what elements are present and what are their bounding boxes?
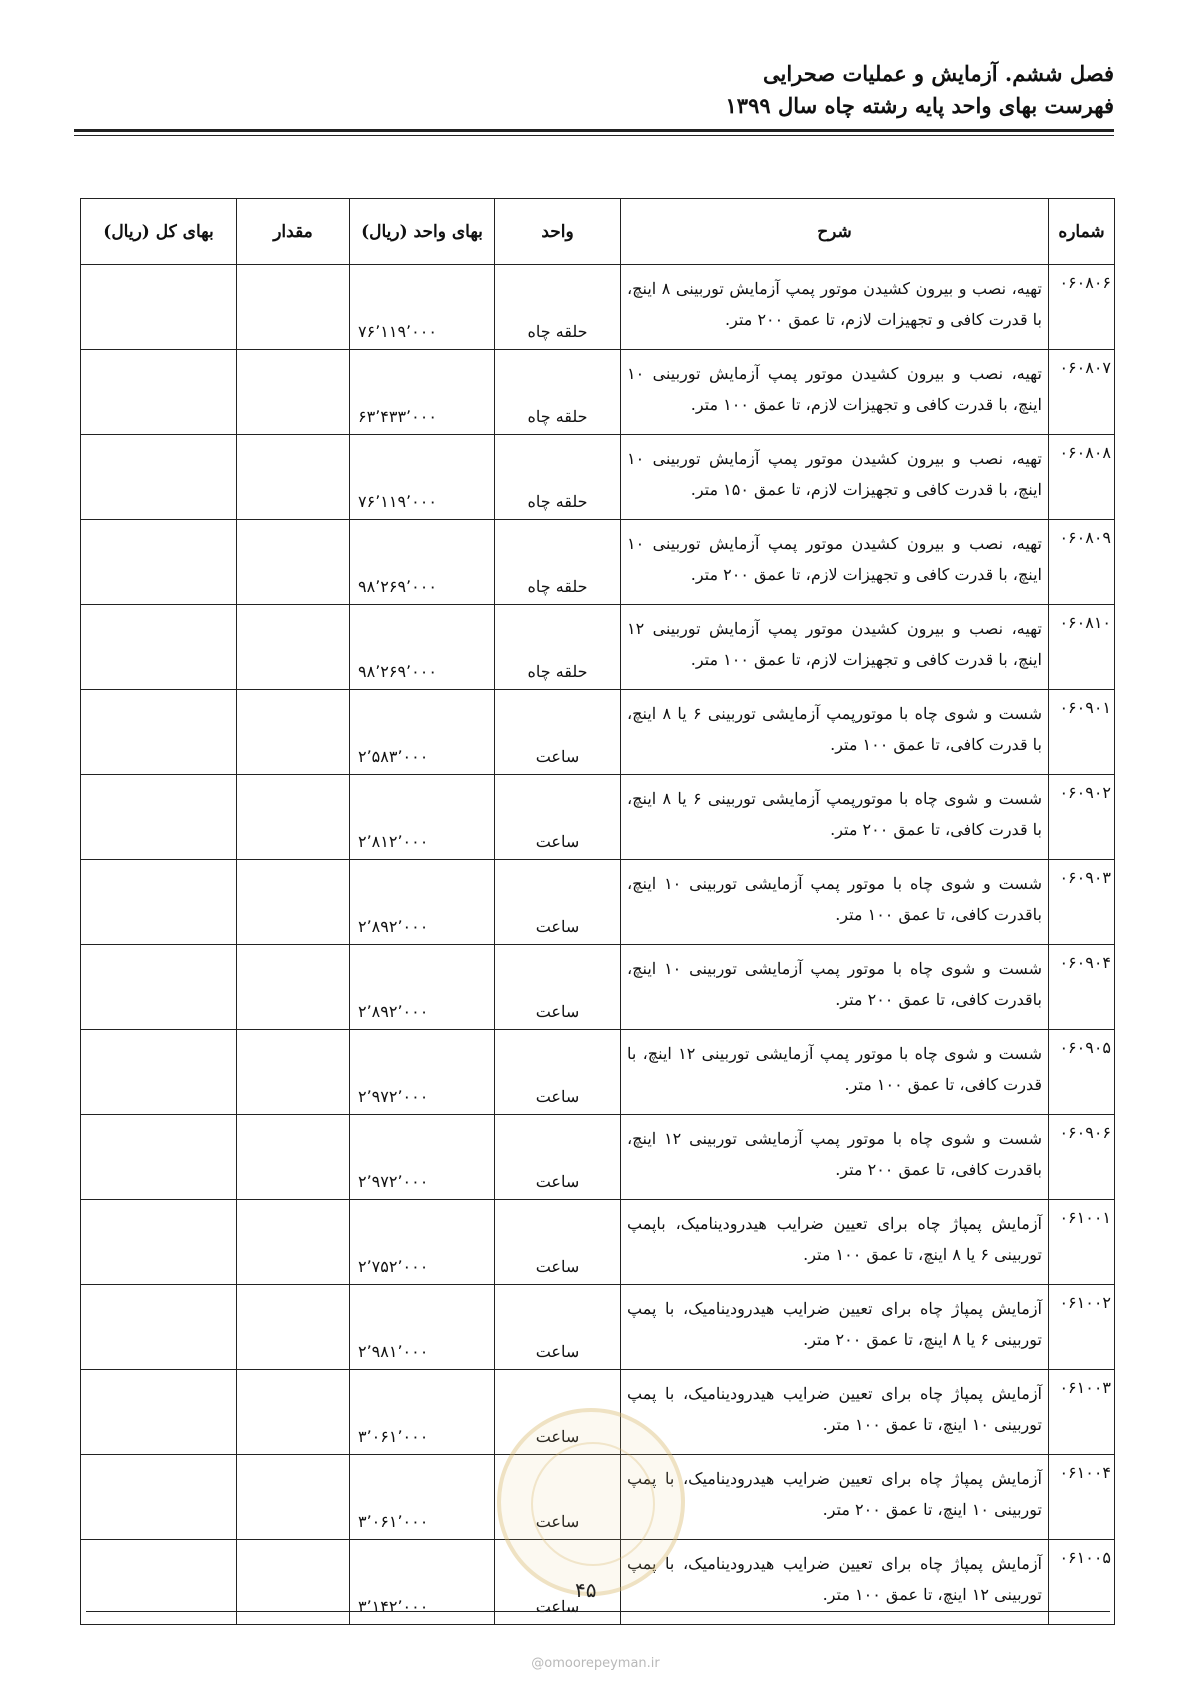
- item-unit: حلقه چاه: [495, 605, 621, 690]
- item-description: تهیه، نصب و بیرون کشیدن موتور پمپ آزمایش توربینی ۱۲ اینچ، با قدرت کافی و تجهیزات لازم، تا عمق ۱۰۰ متر.: [621, 605, 1049, 690]
- footer-rule: [86, 1611, 1110, 1612]
- item-number: ۰۶۰۹۰۵: [1049, 1030, 1115, 1115]
- item-description: تهیه، نصب و بیرون کشیدن موتور پمپ آزمایش توربینی ۱۰ اینچ، با قدرت کافی و تجهیزات لازم، تا عمق ۱۰۰ متر.: [621, 350, 1049, 435]
- item-total-price: [81, 945, 237, 1030]
- item-quantity: [237, 1200, 350, 1285]
- item-total-price: [81, 435, 237, 520]
- item-unit: ساعت: [495, 775, 621, 860]
- item-unit-price: ۹۸٬۲۶۹٬۰۰۰: [350, 520, 495, 605]
- item-total-price: [81, 1200, 237, 1285]
- document-title: فهرست بهای واحد پایه رشته چاه سال ۱۳۹۹: [725, 93, 1114, 118]
- item-quantity: [237, 1030, 350, 1115]
- item-number: ۰۶۰۸۱۰: [1049, 605, 1115, 690]
- table-row: [81, 775, 1115, 860]
- item-total-price: [81, 520, 237, 605]
- item-unit-price: ۲٬۸۹۲٬۰۰۰: [350, 945, 495, 1030]
- item-description: آزمایش پمپاژ چاه برای تعیین ضرایب هیدرودینامیک، باپمپ توربینی ۶ یا ۸ اینچ، تا عمق ۱۰۰ متر.: [621, 1200, 1049, 1285]
- item-quantity: [237, 1370, 350, 1455]
- item-description: شست و شوی چاه با موتور پمپ آزمایشی توربینی ۱۲ اینچ، با قدرت کافی، تا عمق ۱۰۰ متر.: [621, 1030, 1049, 1115]
- item-quantity: [237, 435, 350, 520]
- item-quantity: [237, 350, 350, 435]
- item-unit-price: ۳٬۱۴۲٬۰۰۰: [350, 1540, 495, 1625]
- item-number: ۰۶۰۹۰۱: [1049, 690, 1115, 775]
- header-rule-thin: [74, 135, 1114, 136]
- item-unit: ساعت: [495, 1370, 621, 1455]
- item-quantity: [237, 1115, 350, 1200]
- item-description: شست و شوی چاه با موتور پمپ آزمایشی توربینی ۱۰ اینچ، باقدرت کافی، تا عمق ۱۰۰ متر.: [621, 860, 1049, 945]
- item-description: آزمایش پمپاژ چاه برای تعیین ضرایب هیدرودینامیک، با پمپ توربینی ۱۰ اینچ، تا عمق ۲۰۰ متر.: [621, 1455, 1049, 1540]
- table-row: [81, 265, 1115, 350]
- item-total-price: [81, 1285, 237, 1370]
- item-quantity: [237, 775, 350, 860]
- item-number: ۰۶۰۹۰۴: [1049, 945, 1115, 1030]
- table-header-row: [81, 199, 1115, 265]
- col-header-unit-price: بهای واحد (ریال): [350, 199, 495, 265]
- item-total-price: [81, 1455, 237, 1540]
- item-quantity: [237, 945, 350, 1030]
- item-unit-price: ۹۸٬۲۶۹٬۰۰۰: [350, 605, 495, 690]
- table-row: [81, 860, 1115, 945]
- item-number: ۰۶۱۰۰۱: [1049, 1200, 1115, 1285]
- item-unit: ساعت: [495, 1540, 621, 1625]
- item-total-price: [81, 775, 237, 860]
- col-header-total-price: بهای کل (ریال): [81, 199, 237, 265]
- item-unit-price: ۲٬۸۹۲٬۰۰۰: [350, 860, 495, 945]
- item-total-price: [81, 860, 237, 945]
- item-total-price: [81, 1115, 237, 1200]
- item-total-price: [81, 350, 237, 435]
- item-total-price: [81, 690, 237, 775]
- item-unit-price: ۳٬۰۶۱٬۰۰۰: [350, 1455, 495, 1540]
- item-unit: ساعت: [495, 1455, 621, 1540]
- item-number: ۰۶۱۰۰۴: [1049, 1455, 1115, 1540]
- item-unit: ساعت: [495, 860, 621, 945]
- item-description: تهیه، نصب و بیرون کشیدن موتور پمپ آزمایش توربینی ۸ اینچ، با قدرت کافی و تجهیزات لازم، تا عمق ۲۰۰ متر.: [621, 265, 1049, 350]
- item-unit: حلقه چاه: [495, 435, 621, 520]
- item-unit-price: ۲٬۹۷۲٬۰۰۰: [350, 1115, 495, 1200]
- item-number: ۰۶۰۸۰۹: [1049, 520, 1115, 605]
- item-description: شست و شوی چاه با موتور پمپ آزمایشی توربینی ۱۲ اینچ، باقدرت کافی، تا عمق ۲۰۰ متر.: [621, 1115, 1049, 1200]
- item-total-price: [81, 1030, 237, 1115]
- item-description: شست و شوی چاه با موتور پمپ آزمایشی توربینی ۱۰ اینچ، باقدرت کافی، تا عمق ۲۰۰ متر.: [621, 945, 1049, 1030]
- item-unit: ساعت: [495, 945, 621, 1030]
- item-description: تهیه، نصب و بیرون کشیدن موتور پمپ آزمایش توربینی ۱۰ اینچ، با قدرت کافی و تجهیزات لازم، تا عمق ۲۰۰ متر.: [621, 520, 1049, 605]
- item-unit: ساعت: [495, 1030, 621, 1115]
- table-row: [81, 945, 1115, 1030]
- page-number: ۴۵: [575, 1578, 597, 1602]
- item-unit-price: ۲٬۹۸۱٬۰۰۰: [350, 1285, 495, 1370]
- item-total-price: [81, 1370, 237, 1455]
- item-unit-price: ۲٬۹۷۲٬۰۰۰: [350, 1030, 495, 1115]
- item-unit-price: ۷۶٬۱۱۹٬۰۰۰: [350, 265, 495, 350]
- item-number: ۰۶۰۸۰۶: [1049, 265, 1115, 350]
- item-number: ۰۶۰۹۰۲: [1049, 775, 1115, 860]
- item-description: تهیه، نصب و بیرون کشیدن موتور پمپ آزمایش توربینی ۱۰ اینچ، با قدرت کافی و تجهیزات لازم، تا عمق ۱۵۰ متر.: [621, 435, 1049, 520]
- item-unit-price: ۲٬۵۸۳٬۰۰۰: [350, 690, 495, 775]
- item-number: ۰۶۱۰۰۵: [1049, 1540, 1115, 1625]
- seal-watermark: [497, 1408, 685, 1596]
- col-header-number: شماره: [1049, 199, 1115, 265]
- item-unit-price: ۶۳٬۴۳۳٬۰۰۰: [350, 350, 495, 435]
- item-unit-price: ۲٬۸۱۲٬۰۰۰: [350, 775, 495, 860]
- table-row: [81, 1115, 1115, 1200]
- footer-website: @omoorepeyman.ir: [531, 1656, 660, 1671]
- item-unit: حلقه چاه: [495, 520, 621, 605]
- item-number: ۰۶۰۸۰۸: [1049, 435, 1115, 520]
- item-description: آزمایش پمپاژ چاه برای تعیین ضرایب هیدرودینامیک، با پمپ توربینی ۱۲ اینچ، تا عمق ۱۰۰ متر.: [621, 1540, 1049, 1625]
- item-unit: حلقه چاه: [495, 265, 621, 350]
- item-quantity: [237, 265, 350, 350]
- item-unit: ساعت: [495, 690, 621, 775]
- item-description: شست و شوی چاه با موتورپمپ آزمایشی توربینی ۶ یا ۸ اینچ، با قدرت کافی، تا عمق ۲۰۰ متر.: [621, 775, 1049, 860]
- item-unit-price: ۲٬۷۵۲٬۰۰۰: [350, 1200, 495, 1285]
- item-number: ۰۶۰۸۰۷: [1049, 350, 1115, 435]
- item-number: ۰۶۱۰۰۳: [1049, 1370, 1115, 1455]
- header-rule-thick: [74, 129, 1114, 132]
- table-row: [81, 1200, 1115, 1285]
- item-quantity: [237, 860, 350, 945]
- table-row: [81, 520, 1115, 605]
- item-quantity: [237, 1455, 350, 1540]
- item-number: ۰۶۰۹۰۳: [1049, 860, 1115, 945]
- item-description: آزمایش پمپاژ چاه برای تعیین ضرایب هیدرودینامیک، با پمپ توربینی ۱۰ اینچ، تا عمق ۱۰۰ متر.: [621, 1370, 1049, 1455]
- table-row: [81, 1030, 1115, 1115]
- item-number: ۰۶۱۰۰۲: [1049, 1285, 1115, 1370]
- page-header: [726, 58, 1114, 122]
- table-row: [81, 1285, 1115, 1370]
- item-quantity: [237, 605, 350, 690]
- item-unit: ساعت: [495, 1200, 621, 1285]
- item-unit-price: ۳٬۰۶۱٬۰۰۰: [350, 1370, 495, 1455]
- table-row: [81, 350, 1115, 435]
- col-header-description: شرح: [621, 199, 1049, 265]
- item-unit-price: ۷۶٬۱۱۹٬۰۰۰: [350, 435, 495, 520]
- item-total-price: [81, 605, 237, 690]
- item-quantity: [237, 690, 350, 775]
- item-quantity: [237, 520, 350, 605]
- chapter-title: فصل ششم. آزمایش و عملیات صحرایی: [763, 61, 1114, 86]
- col-header-unit: واحد: [495, 199, 621, 265]
- item-unit: ساعت: [495, 1115, 621, 1200]
- table-row: [81, 605, 1115, 690]
- item-description: آزمایش پمپاژ چاه برای تعیین ضرایب هیدرودینامیک، با پمپ توربینی ۶ یا ۸ اینچ، تا عمق ۲۰۰ متر.: [621, 1285, 1049, 1370]
- col-header-quantity: مقدار: [237, 199, 350, 265]
- table-row: [81, 690, 1115, 775]
- item-unit: حلقه چاه: [495, 350, 621, 435]
- item-total-price: [81, 265, 237, 350]
- item-description: شست و شوی چاه با موتورپمپ آزمایشی توربینی ۶ یا ۸ اینچ، با قدرت کافی، تا عمق ۱۰۰ متر.: [621, 690, 1049, 775]
- table-row: [81, 435, 1115, 520]
- item-number: ۰۶۰۹۰۶: [1049, 1115, 1115, 1200]
- item-unit: ساعت: [495, 1285, 621, 1370]
- item-quantity: [237, 1285, 350, 1370]
